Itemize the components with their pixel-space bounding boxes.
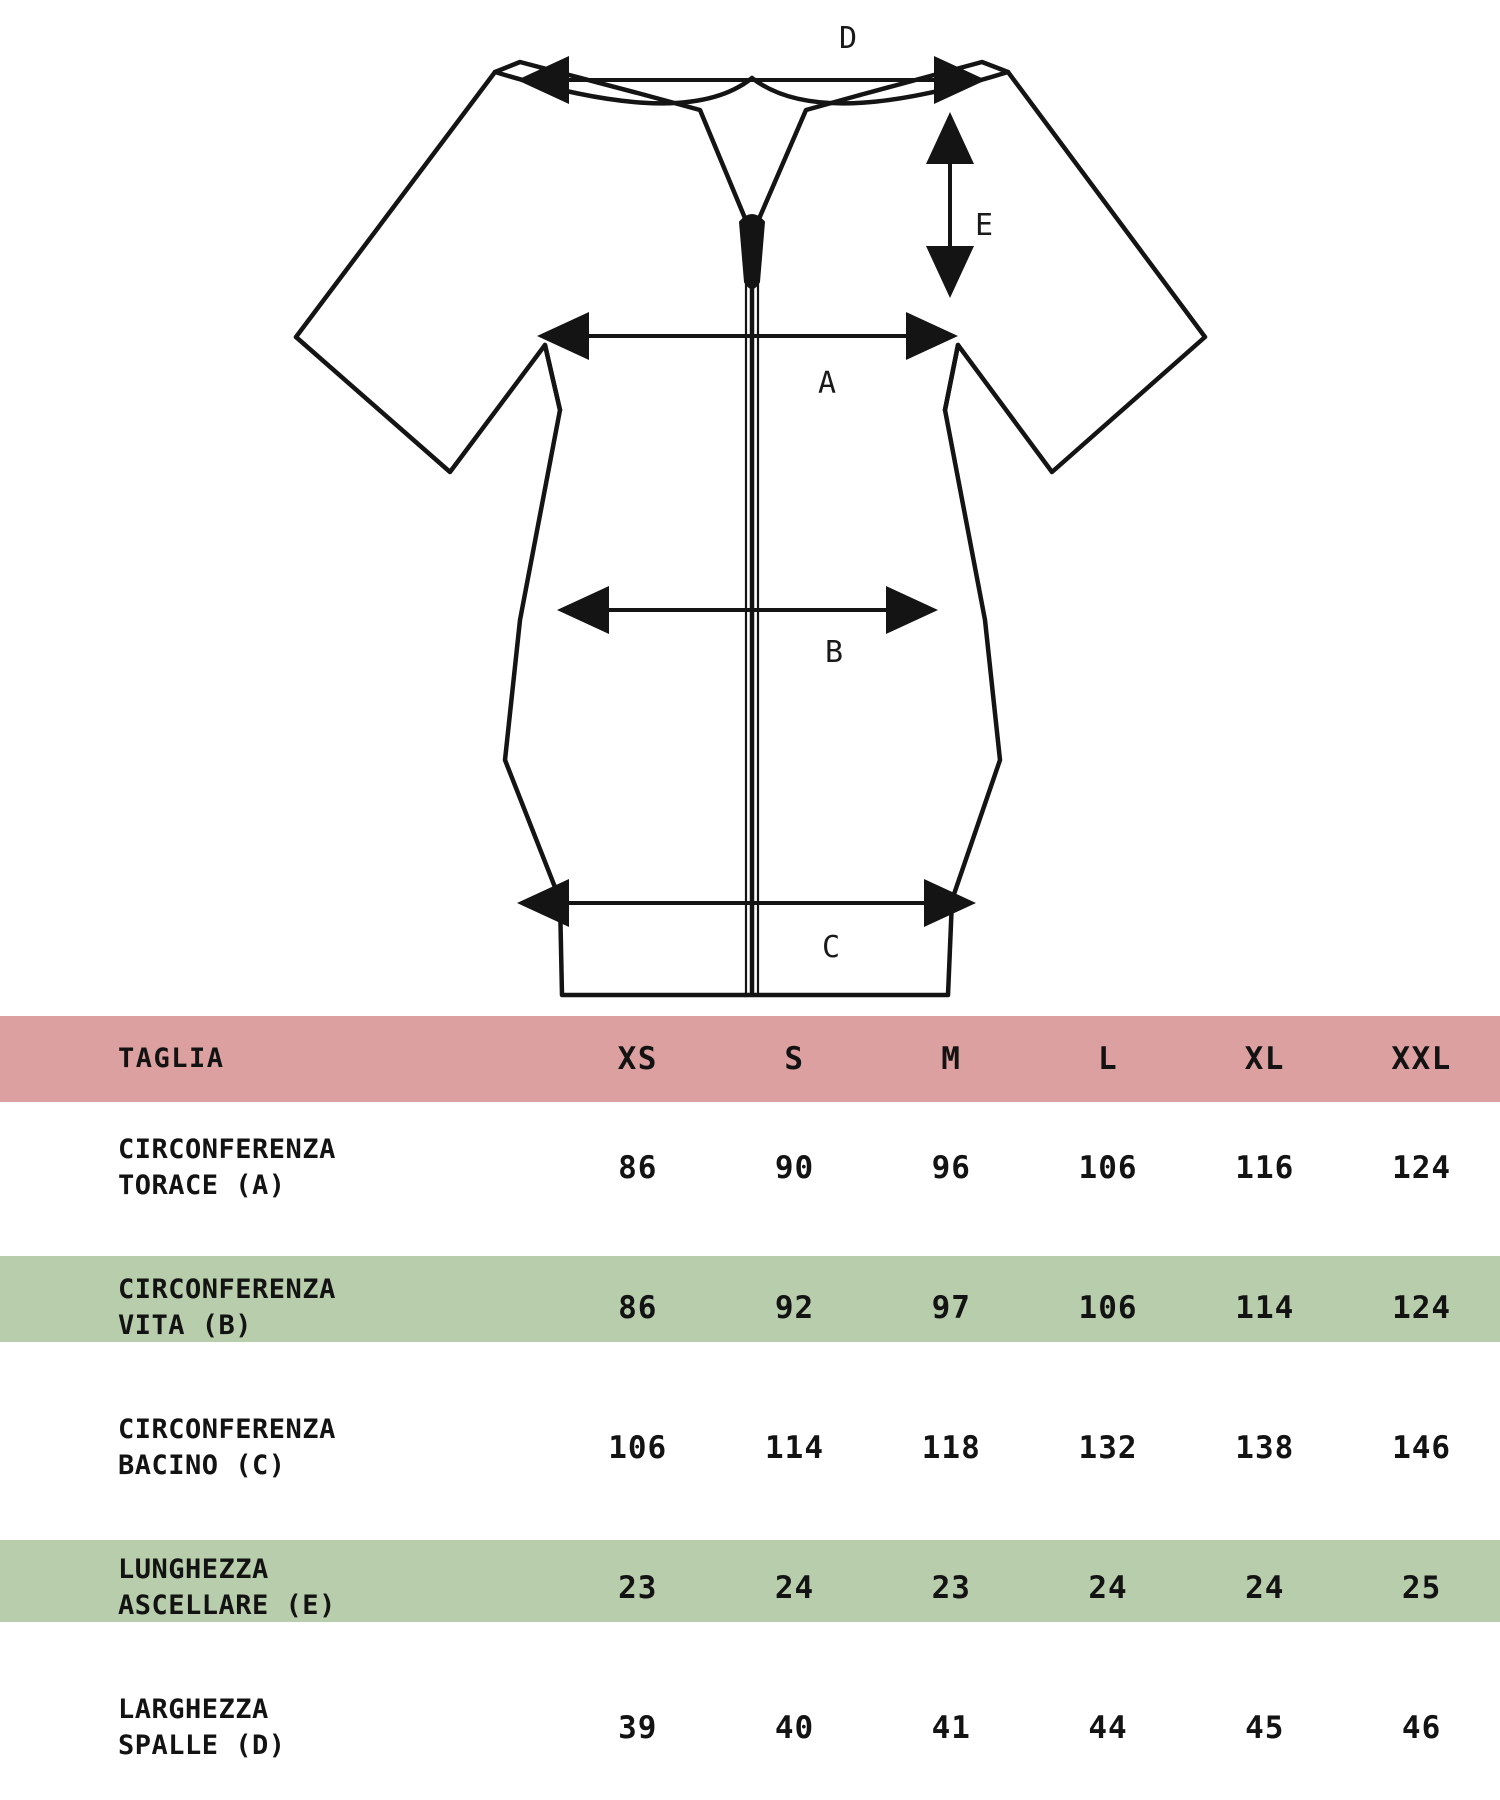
bacino-xs: 106 bbox=[608, 1430, 668, 1466]
measure-shoulders bbox=[525, 21, 978, 80]
bacino-xxl: 146 bbox=[1392, 1430, 1452, 1466]
row-label-vita bbox=[0, 1272, 559, 1343]
row-label-spalle bbox=[0, 1692, 559, 1763]
torace-s: 90 bbox=[774, 1150, 815, 1186]
vita-xxl: 124 bbox=[1392, 1290, 1452, 1326]
spalle-l: 44 bbox=[1088, 1710, 1128, 1746]
measure-chest bbox=[545, 336, 950, 401]
label-D: D bbox=[839, 21, 858, 56]
label-A: A bbox=[818, 366, 837, 401]
spalle-xxl: 46 bbox=[1401, 1710, 1442, 1746]
row-label-torace-line1: CIRCONFERENZA bbox=[118, 1134, 336, 1166]
vita-l: 106 bbox=[1078, 1290, 1138, 1326]
vita-xs: 86 bbox=[618, 1290, 658, 1326]
ascellare-m: 23 bbox=[931, 1570, 971, 1606]
vita-s: 92 bbox=[774, 1290, 815, 1326]
row-label-torace bbox=[0, 1132, 559, 1203]
header-size-m: M bbox=[941, 1041, 962, 1077]
zipper bbox=[746, 235, 758, 995]
spalle-xs: 39 bbox=[618, 1710, 658, 1746]
label-B: B bbox=[825, 635, 844, 670]
torace-xl: 116 bbox=[1235, 1150, 1295, 1186]
bacino-xl: 138 bbox=[1235, 1430, 1295, 1466]
ascellare-xs: 23 bbox=[618, 1570, 658, 1606]
table-row-bacino bbox=[0, 1378, 1500, 1518]
spalle-m: 41 bbox=[931, 1710, 971, 1746]
vita-m: 97 bbox=[931, 1290, 971, 1326]
header-size-xxl: XXL bbox=[1391, 1041, 1452, 1077]
header-label: TAGLIA bbox=[118, 1043, 225, 1075]
label-C: C bbox=[822, 930, 841, 965]
row-label-vita-line1: CIRCONFERENZA bbox=[118, 1274, 336, 1306]
table-header-row bbox=[0, 1020, 1500, 1098]
table-row-spalle bbox=[0, 1658, 1500, 1798]
table-row-ascellare bbox=[0, 1518, 1500, 1658]
ascellare-l: 24 bbox=[1088, 1570, 1128, 1606]
torace-xs: 86 bbox=[618, 1150, 658, 1186]
bacino-s: 114 bbox=[765, 1430, 824, 1466]
torace-xxl: 124 bbox=[1392, 1150, 1452, 1186]
table-row-vita bbox=[0, 1238, 1500, 1378]
row-label-torace-line2: TORACE (A) bbox=[118, 1170, 286, 1201]
ascellare-xxl: 25 bbox=[1401, 1570, 1442, 1606]
row-label-vita-line2: VITA (B) bbox=[118, 1310, 253, 1341]
table-row-torace bbox=[0, 1098, 1500, 1238]
measure-waist bbox=[565, 610, 930, 670]
header-size-s: S bbox=[784, 1041, 805, 1077]
torace-m: 96 bbox=[931, 1150, 971, 1186]
row-label-bacino-line2: BACINO (C) bbox=[118, 1450, 286, 1481]
bacino-l: 132 bbox=[1078, 1430, 1138, 1466]
spalle-s: 40 bbox=[774, 1710, 815, 1746]
header-size-xl: XL bbox=[1244, 1041, 1285, 1077]
measure-sleeve bbox=[950, 120, 993, 290]
label-E: E bbox=[975, 208, 994, 243]
header-size-l: L bbox=[1097, 1041, 1119, 1077]
ascellare-xl: 24 bbox=[1245, 1570, 1285, 1606]
row-label-ascellare-line2: ASCELLARE (E) bbox=[118, 1590, 336, 1621]
row-label-ascellare bbox=[0, 1552, 559, 1623]
vita-xl: 114 bbox=[1235, 1290, 1295, 1326]
row-label-ascellare-line1: LUNGHEZZA bbox=[118, 1554, 269, 1586]
row-label-spalle-line1: LARGHEZZA bbox=[118, 1694, 269, 1726]
spalle-xl: 45 bbox=[1245, 1710, 1285, 1746]
torace-l: 106 bbox=[1078, 1150, 1138, 1186]
row-label-spalle-line2: SPALLE (D) bbox=[118, 1730, 286, 1761]
size-chart-table bbox=[0, 1020, 1500, 1800]
bacino-m: 118 bbox=[921, 1430, 981, 1466]
ascellare-s: 24 bbox=[774, 1570, 815, 1606]
row-label-bacino-line1: CIRCONFERENZA bbox=[118, 1414, 336, 1446]
row-label-bacino bbox=[0, 1412, 559, 1483]
header-size-xs: XS bbox=[617, 1041, 658, 1077]
